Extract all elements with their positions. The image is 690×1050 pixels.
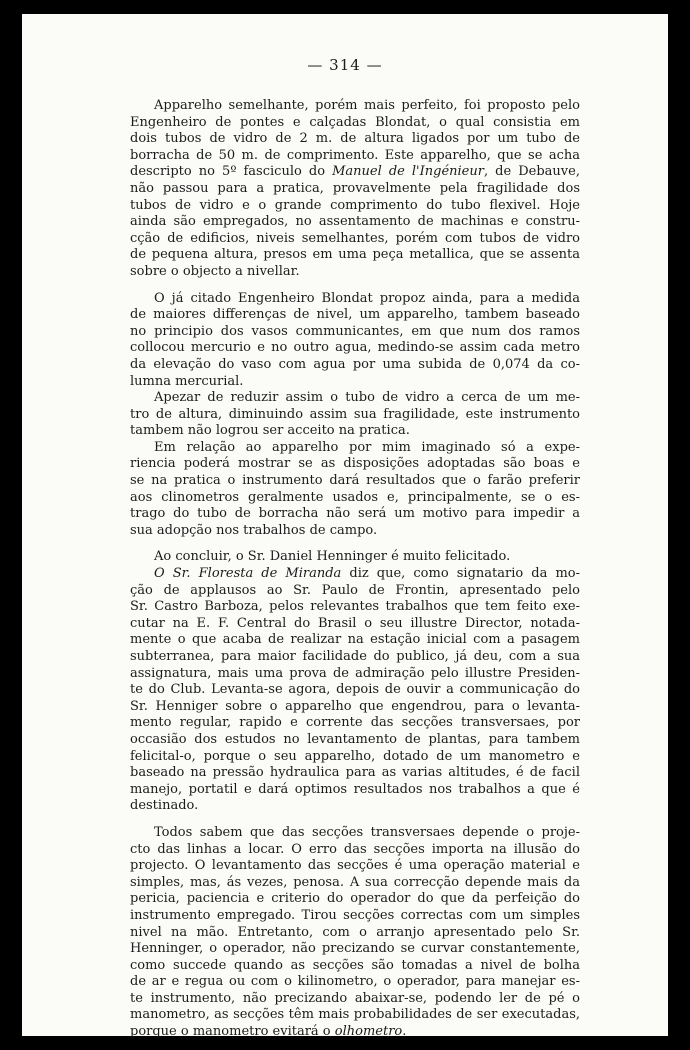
text-line: no principio dos vasos communicantes, em que num dos ramos [130,323,580,339]
text-line: destinado. [130,798,199,814]
document-page [22,14,668,1040]
text-line: tro de altura, diminuindo assim sua fragilidade, este instrumento [130,406,580,422]
text-line: collocou mercurio e no outro agua, medindo-se assim cada metro [130,340,580,356]
text-line: Em relação ao apparelho por mim imaginado só a expe- [154,439,580,455]
text-line: tubos de vidro e o grande comprimento do tubo flexivel. Hoje [130,197,580,213]
text-line: borracha de 50 m. de comprimento. Este apparelho, que se acha [130,147,580,163]
text-line: Apezar de reduzir assim o tubo de vidro a cerca de um me- [154,390,580,406]
text-line: O Sr. Floresta de Miranda diz que, como signatario da mo- [154,566,580,582]
text-line: Apparelho semelhante, porém mais perfeito, foi proposto pelo [154,98,580,113]
text-line: porque o manometro evitará o olhometro. [130,1024,407,1040]
paragraph [130,390,580,440]
text-line: trago do tubo de borracha não será um motivo para impedir a [130,506,580,522]
text-line: cção de edificios, niveis semelhantes, porém com tubos de vidro [130,230,580,246]
text-line: dois tubos de vidro de 2 m. de altura ligados por um tubo de [130,131,580,147]
text-line: nivel na mão. Entretanto, com o arranjo apresentado pelo Sr. [130,924,580,940]
text-line: riencia poderá mostrar se as disposições adoptadas são boas e [130,456,580,472]
text-line: aos clinometros geralmente usados e, principalmente, se o es- [130,489,580,505]
paragraph [130,440,580,540]
text-line: te do Club. Levanta-se agora, depois de ouvir a communicação do [130,682,580,698]
text-line: não passou para a pratica, provavelmente pela fragilidade dos [130,180,580,196]
paragraph [130,98,580,281]
paragraph [130,549,580,566]
text-line: occasião dos estudos no levantamento de plantas, para tambem [130,731,580,747]
text-line: Henninger, o operador, não precizando se curvar constantemente, [130,941,580,957]
text-line: mento regular, rapido e corrente das secções transversaes, por [130,715,580,731]
text-line: cutar na E. F. Central do Brasil o seu illustre Director, notada- [130,615,580,631]
text-line: sua adopção nos trabalhos de campo. [130,522,378,538]
text-line: felicital-o, porque o seu apparelho, dotado de um manometro e [130,748,580,764]
paragraph [130,291,580,391]
text-line: instrumento empregado. Tirou secções correctas com um simples [130,907,580,923]
text-line: assignatura, mais uma prova de admiração pelo illustre Presiden- [130,665,580,681]
text-line: simples, mas, ás vezes, penosa. A sua correcção depende mais da [130,874,580,890]
text-line: descripto no 5º fasciculo do Manuel de l'Ingénieur, de Debauve, [130,164,580,180]
text-line: manejo, portatil e dará optimos resultados nos trabalhos a que é [130,781,580,797]
text-line: cto das linhas a locar. O erro das secções importa na illusão do [130,841,580,857]
text-line: baseado na pressão hydraulica para as varias altitudes, é de facil [130,765,580,781]
text-line: lumna mercurial. [130,373,244,389]
text-line: Sr. Castro Barboza, pelos relevantes trabalhos que tem feito exe- [130,599,580,615]
text-line: Todos sabem que das secções transversaes depende o proje- [154,824,580,840]
text-line: tambem não logrou ser acceito na pratica. [130,423,410,439]
text-line: ção de applausos ao Sr. Paulo de Frontin, apresentado pelo [130,582,580,598]
text-line: Sr. Henniger sobre o apparelho que engendrou, para o levanta- [130,698,580,714]
paragraph [130,825,580,1041]
paragraph [130,566,580,815]
text-line: ainda são empregados, no assentamento de machinas e constru- [130,214,580,230]
text-line: sobre o objecto a nivellar. [130,263,300,279]
text-line: de maiores differenças de nivel, um apparelho, tambem baseado [130,307,580,323]
text-line: pericia, paciencia e criterio do operador do que da perfeição do [130,891,580,907]
text-line: subterranea, para maior facilidade do publico, já deu, com a sua [130,649,580,664]
text-line: se na pratica o instrumento dará resultados que o farão preferir [130,473,580,489]
text-line: da elevação do vaso com agua por uma subida de 0,074 da co- [130,356,580,372]
text-line: Ao concluir, o Sr. Daniel Henninger é muito felicitado. [154,549,511,565]
text-line: te instrumento, não precizando abaixar-se, podendo ler de pé o [130,990,580,1006]
page-number: — 314 — [307,56,383,74]
text-line: O já citado Engenheiro Blondat propoz ainda, para a medida [154,290,580,306]
text-line: de pequena altura, presos em uma peça metallica, que se assenta [130,247,580,263]
text-line: projecto. O levantamento das secções é uma operação material e [130,858,580,874]
text-line: Engenheiro de pontes e calçadas Blondat, o qual consistia em [130,114,580,130]
text-line: de ar e regua ou com o kilinometro, o operador, para manejar es- [130,974,580,990]
body-text [130,98,580,1041]
text-line: como succede quando as secções são tomadas a nivel de bolha [130,957,580,973]
text-line: mente o que acaba de realizar na estação inicial com a pasagem [130,632,580,648]
text-line: manometro, as secções têm mais probabilidades de ser executadas, [130,1007,580,1023]
